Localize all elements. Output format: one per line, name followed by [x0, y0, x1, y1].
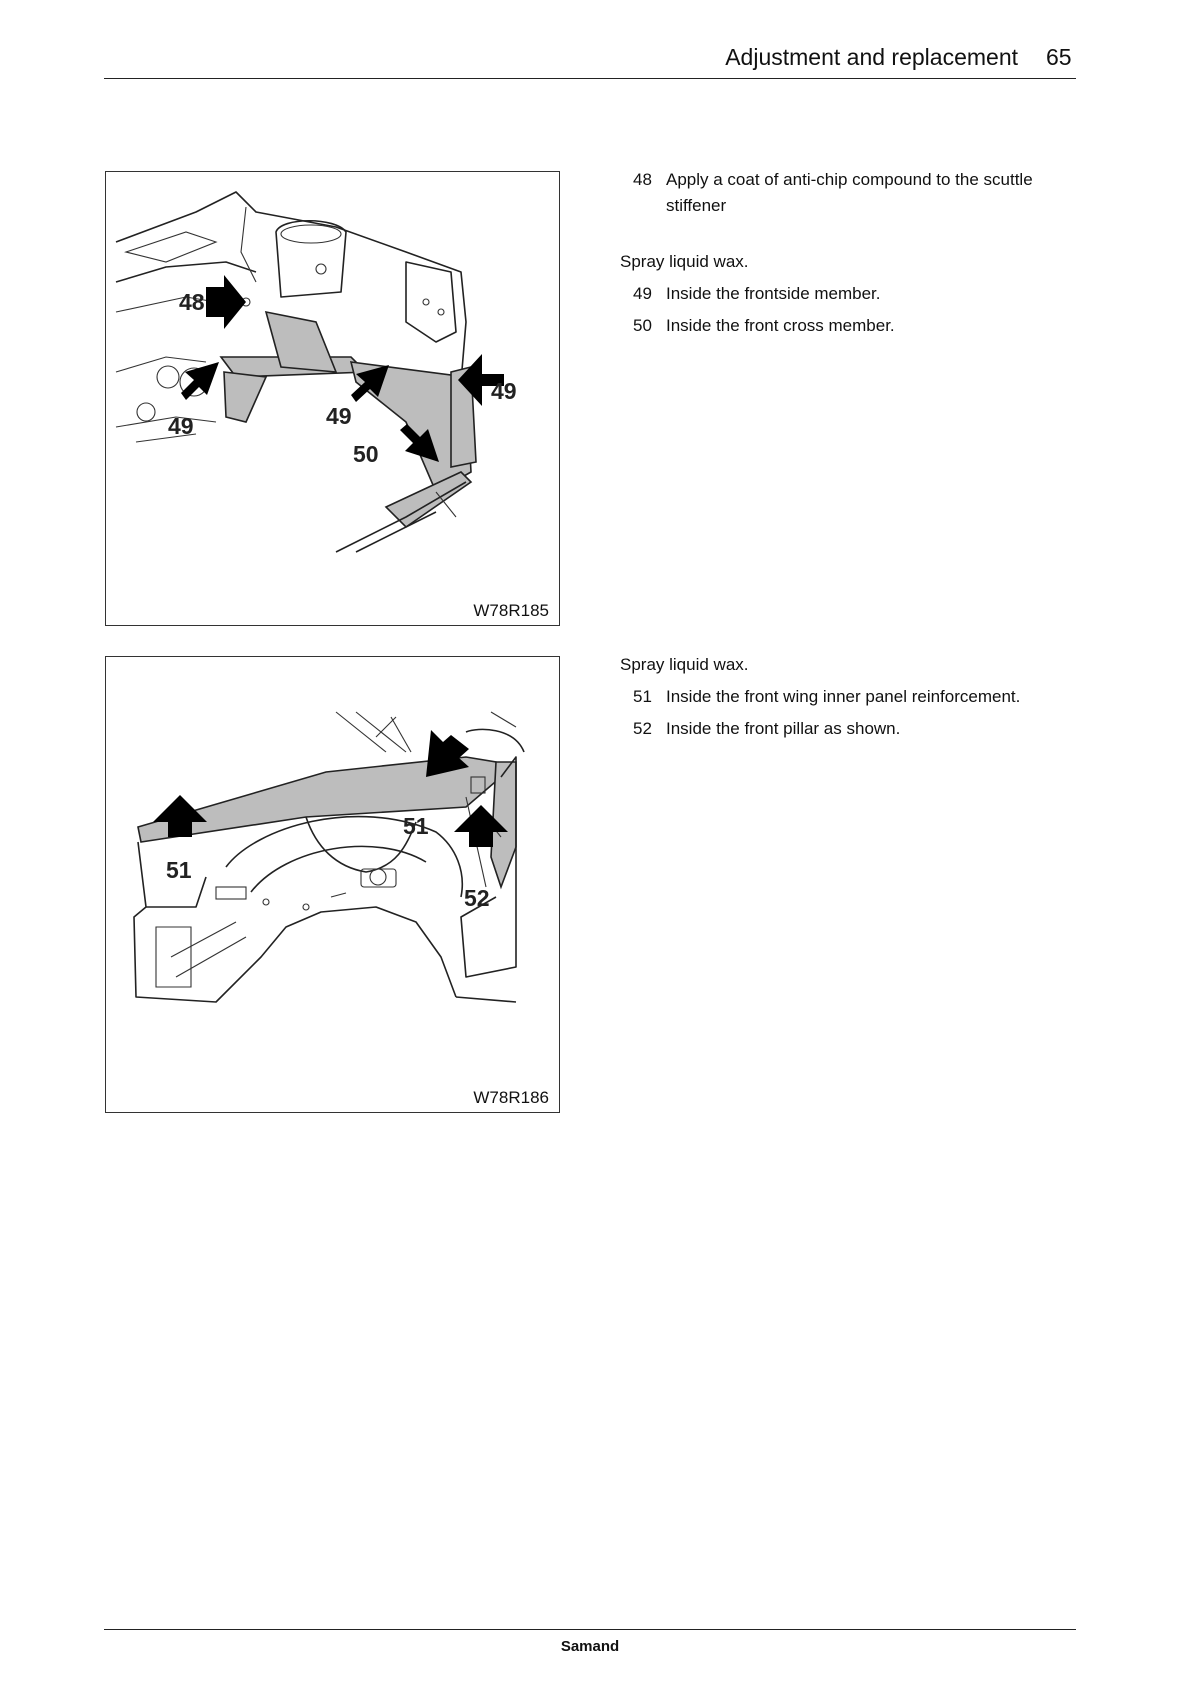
header-rule [104, 78, 1076, 79]
figure-code: W78R185 [473, 601, 549, 620]
step-48 [620, 167, 1080, 219]
figure-2-illustration [106, 657, 561, 1114]
step-text: Inside the front cross member. [666, 316, 895, 335]
step-49 [620, 281, 1080, 307]
footer-rule [104, 1629, 1076, 1630]
figure-1-illustration [106, 172, 561, 627]
callout-48: 48 [179, 289, 205, 315]
page-header-title: Adjustment and replacement [725, 44, 1018, 70]
step-text: Apply a coat of anti-chip compound to the scuttle stiffener [666, 170, 1033, 215]
step-52 [620, 716, 1080, 742]
step-51 [620, 684, 1080, 710]
callout-49-center: 49 [326, 403, 352, 429]
callout-51-left: 51 [166, 857, 192, 883]
step-text: Inside the front wing inner panel reinforcement. [666, 687, 1021, 706]
figure-w78r185 [105, 171, 560, 626]
callout-49-right: 49 [491, 378, 517, 404]
step-text: Inside the front pillar as shown. [666, 719, 901, 738]
section-intro: Spray liquid wax. [620, 252, 749, 271]
callout-49-left: 49 [168, 413, 194, 439]
callout-51-right: 51 [403, 813, 429, 839]
step-50 [620, 313, 1080, 339]
figure-code: W78R186 [473, 1088, 549, 1107]
section-1-text [620, 167, 1080, 345]
section-intro: Spray liquid wax. [620, 655, 749, 674]
footer-brand: Samand [560, 1638, 620, 1655]
step-number: 50 [633, 316, 652, 335]
step-number: 48 [633, 170, 652, 189]
page-number: 65 [1046, 44, 1072, 70]
callout-50: 50 [353, 441, 379, 467]
section-2-text [620, 652, 1080, 748]
figure-w78r186 [105, 656, 560, 1113]
step-number: 49 [633, 284, 652, 303]
callout-52: 52 [464, 885, 490, 911]
step-number: 52 [633, 719, 652, 738]
step-number: 51 [633, 687, 652, 706]
step-text: Inside the frontside member. [666, 284, 881, 303]
